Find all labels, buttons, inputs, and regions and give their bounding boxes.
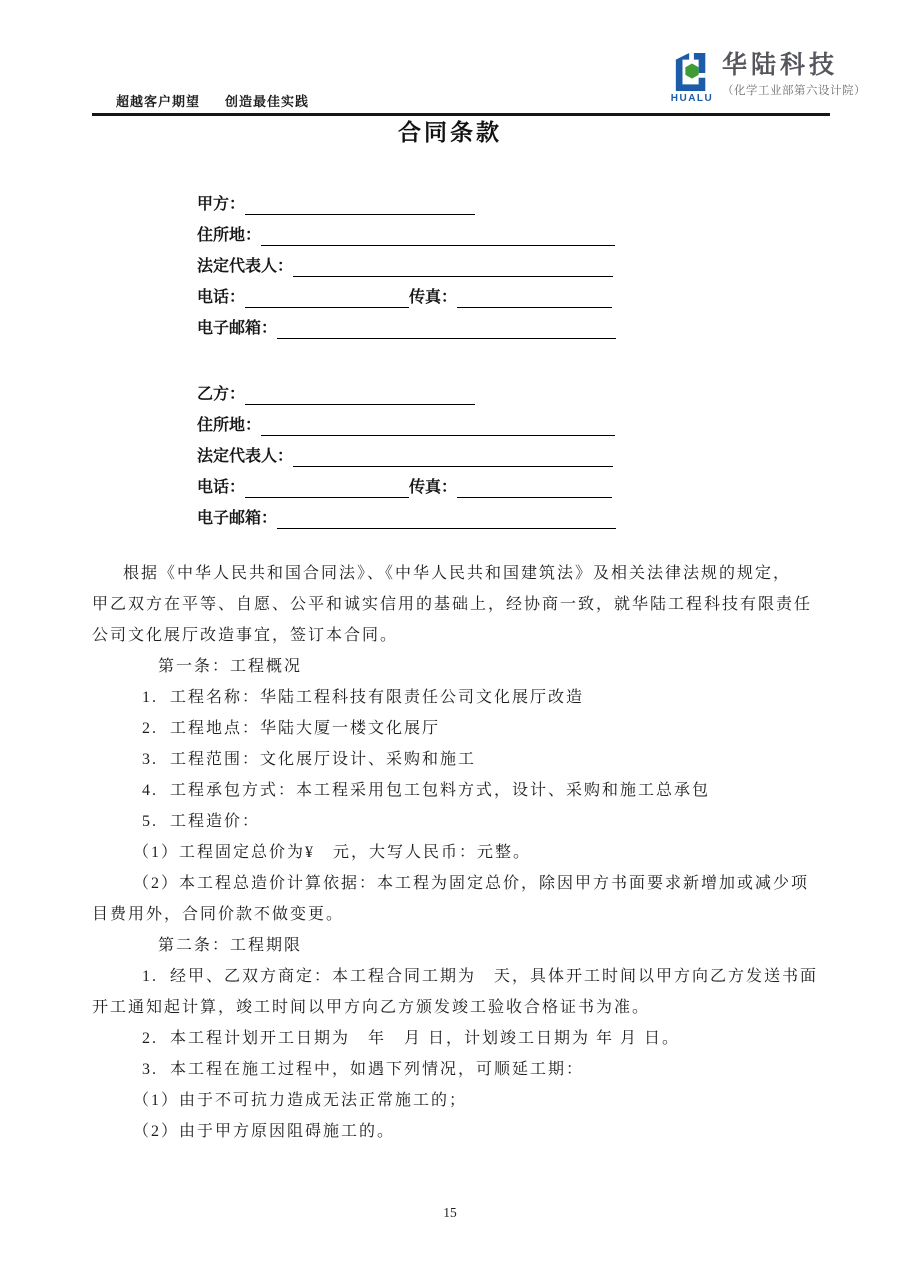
- party-b-email-row: [197, 503, 627, 534]
- party-b-label: 乙方：: [197, 386, 246, 403]
- party-a-legal-rep-row: [197, 251, 627, 282]
- article-1-item-4: 4. 工程承包方式：本工程采用包工包料方式，设计、采购和施工总承包: [142, 782, 711, 799]
- hualu-logo: [670, 52, 866, 104]
- party-a-address-line: [261, 226, 615, 246]
- address-label: 住所地：: [197, 227, 262, 244]
- contract-body: [92, 558, 828, 1147]
- article-2-item-1: 1. 经甲、乙双方商定：本工程合同工期为 天，具体开工时间以甲方向乙方发送书面: [142, 968, 819, 985]
- article-2-heading: 第二条：工程期限: [158, 937, 303, 954]
- party-a-phone-fax-row: [197, 282, 627, 313]
- party-b-email-line: [277, 509, 616, 529]
- email-label: 电子邮箱：: [197, 510, 278, 527]
- logo-icon-block: [670, 52, 714, 104]
- article-2-item-3-sub-1: （1）由于不可抗力造成无法正常施工的；: [133, 1092, 468, 1109]
- article-1-item-5-sub-1: （1）工程固定总价为¥ 元，大写人民币：元整。: [133, 844, 532, 861]
- email-label: 电子邮箱：: [197, 320, 278, 337]
- intro-line-3: 公司文化展厅改造事宜，签订本合同。: [92, 627, 399, 644]
- article-2-item-3: 3. 本工程在施工过程中，如遇下列情况，可顺延工期：: [142, 1061, 585, 1078]
- party-b-legal-rep-line: [293, 447, 613, 467]
- party-a-name-line: [245, 195, 475, 215]
- party-b-name-line: [245, 385, 475, 405]
- intro-line-1: 根据《中华人民共和国合同法》、《中华人民共和国建筑法》及相关法律法规的规定，: [123, 565, 792, 582]
- fax-label: 传真：: [409, 479, 458, 496]
- party-b-phone-line: [245, 478, 409, 498]
- party-a-label: 甲方：: [197, 196, 246, 213]
- address-label: 住所地：: [197, 417, 262, 434]
- party-b-name-row: [197, 379, 627, 410]
- party-b-phone-fax-row: [197, 472, 627, 503]
- page-title: 合同条款: [398, 120, 502, 145]
- article-1-item-2: 2. 工程地点：华陆大厦一楼文化展厅: [142, 720, 441, 737]
- party-a-email-line: [277, 319, 616, 339]
- party-a-fax-line: [457, 288, 612, 308]
- party-a-email-row: [197, 313, 627, 344]
- article-1-item-5-sub-2-cont: 目费用外，合同价款不做变更。: [92, 906, 345, 923]
- intro-line-2: 甲乙双方在平等、自愿、公平和诚实信用的基础上，经协商一致，就华陆工程科技有限责任: [92, 596, 813, 613]
- article-1-item-1: 1. 工程名称：华陆工程科技有限责任公司文化展厅改造: [142, 689, 585, 706]
- party-b-form: [197, 379, 627, 534]
- phone-label: 电话：: [197, 289, 246, 306]
- article-1-item-5: 5. 工程造价：: [142, 813, 261, 830]
- article-2-item-3-sub-2: （2）由于甲方原因阻碍施工的。: [133, 1123, 396, 1140]
- logo-subtitle: （化学工业部第六设计院）: [722, 84, 866, 97]
- hualu-logo-icon: [673, 52, 711, 92]
- article-2-item-1-cont: 开工通知起计算，竣工时间以甲方向乙方颁发竣工验收合格证书为准。: [92, 999, 651, 1016]
- article-2-item-2: 2. 本工程计划开工日期为 年 月 日，计划竣工日期为 年 月 日。: [142, 1030, 681, 1047]
- legal-rep-label: 法定代表人：: [197, 258, 294, 275]
- article-1-heading: 第一条：工程概况: [158, 658, 303, 675]
- party-b-fax-line: [457, 478, 612, 498]
- party-b-legal-rep-row: [197, 441, 627, 472]
- article-1-item-5-sub-2: （2）本工程总造价计算依据：本工程为固定总价，除因甲方书面要求新增加或减少项: [133, 875, 810, 892]
- party-b-address-row: [197, 410, 627, 441]
- legal-rep-label: 法定代表人：: [197, 448, 294, 465]
- logo-wordmark-en: HUALU: [670, 93, 714, 104]
- tagline-left: 超越客户期望: [116, 94, 201, 109]
- header-tagline: [116, 91, 309, 110]
- party-a-phone-line: [245, 288, 409, 308]
- article-1-item-3: 3. 工程范围：文化展厅设计、采购和施工: [142, 751, 477, 768]
- party-b-address-line: [261, 416, 615, 436]
- logo-text-block: [722, 52, 866, 98]
- party-a-name-row: [197, 189, 627, 220]
- party-a-address-row: [197, 220, 627, 251]
- tagline-right: 创造最佳实践: [225, 94, 310, 109]
- page-number: 15: [443, 1205, 457, 1220]
- logo-company-name: 华陆科技: [722, 51, 839, 79]
- phone-label: 电话：: [197, 479, 246, 496]
- party-a-form: [197, 189, 627, 344]
- party-a-legal-rep-line: [293, 257, 613, 277]
- fax-label: 传真：: [409, 289, 458, 306]
